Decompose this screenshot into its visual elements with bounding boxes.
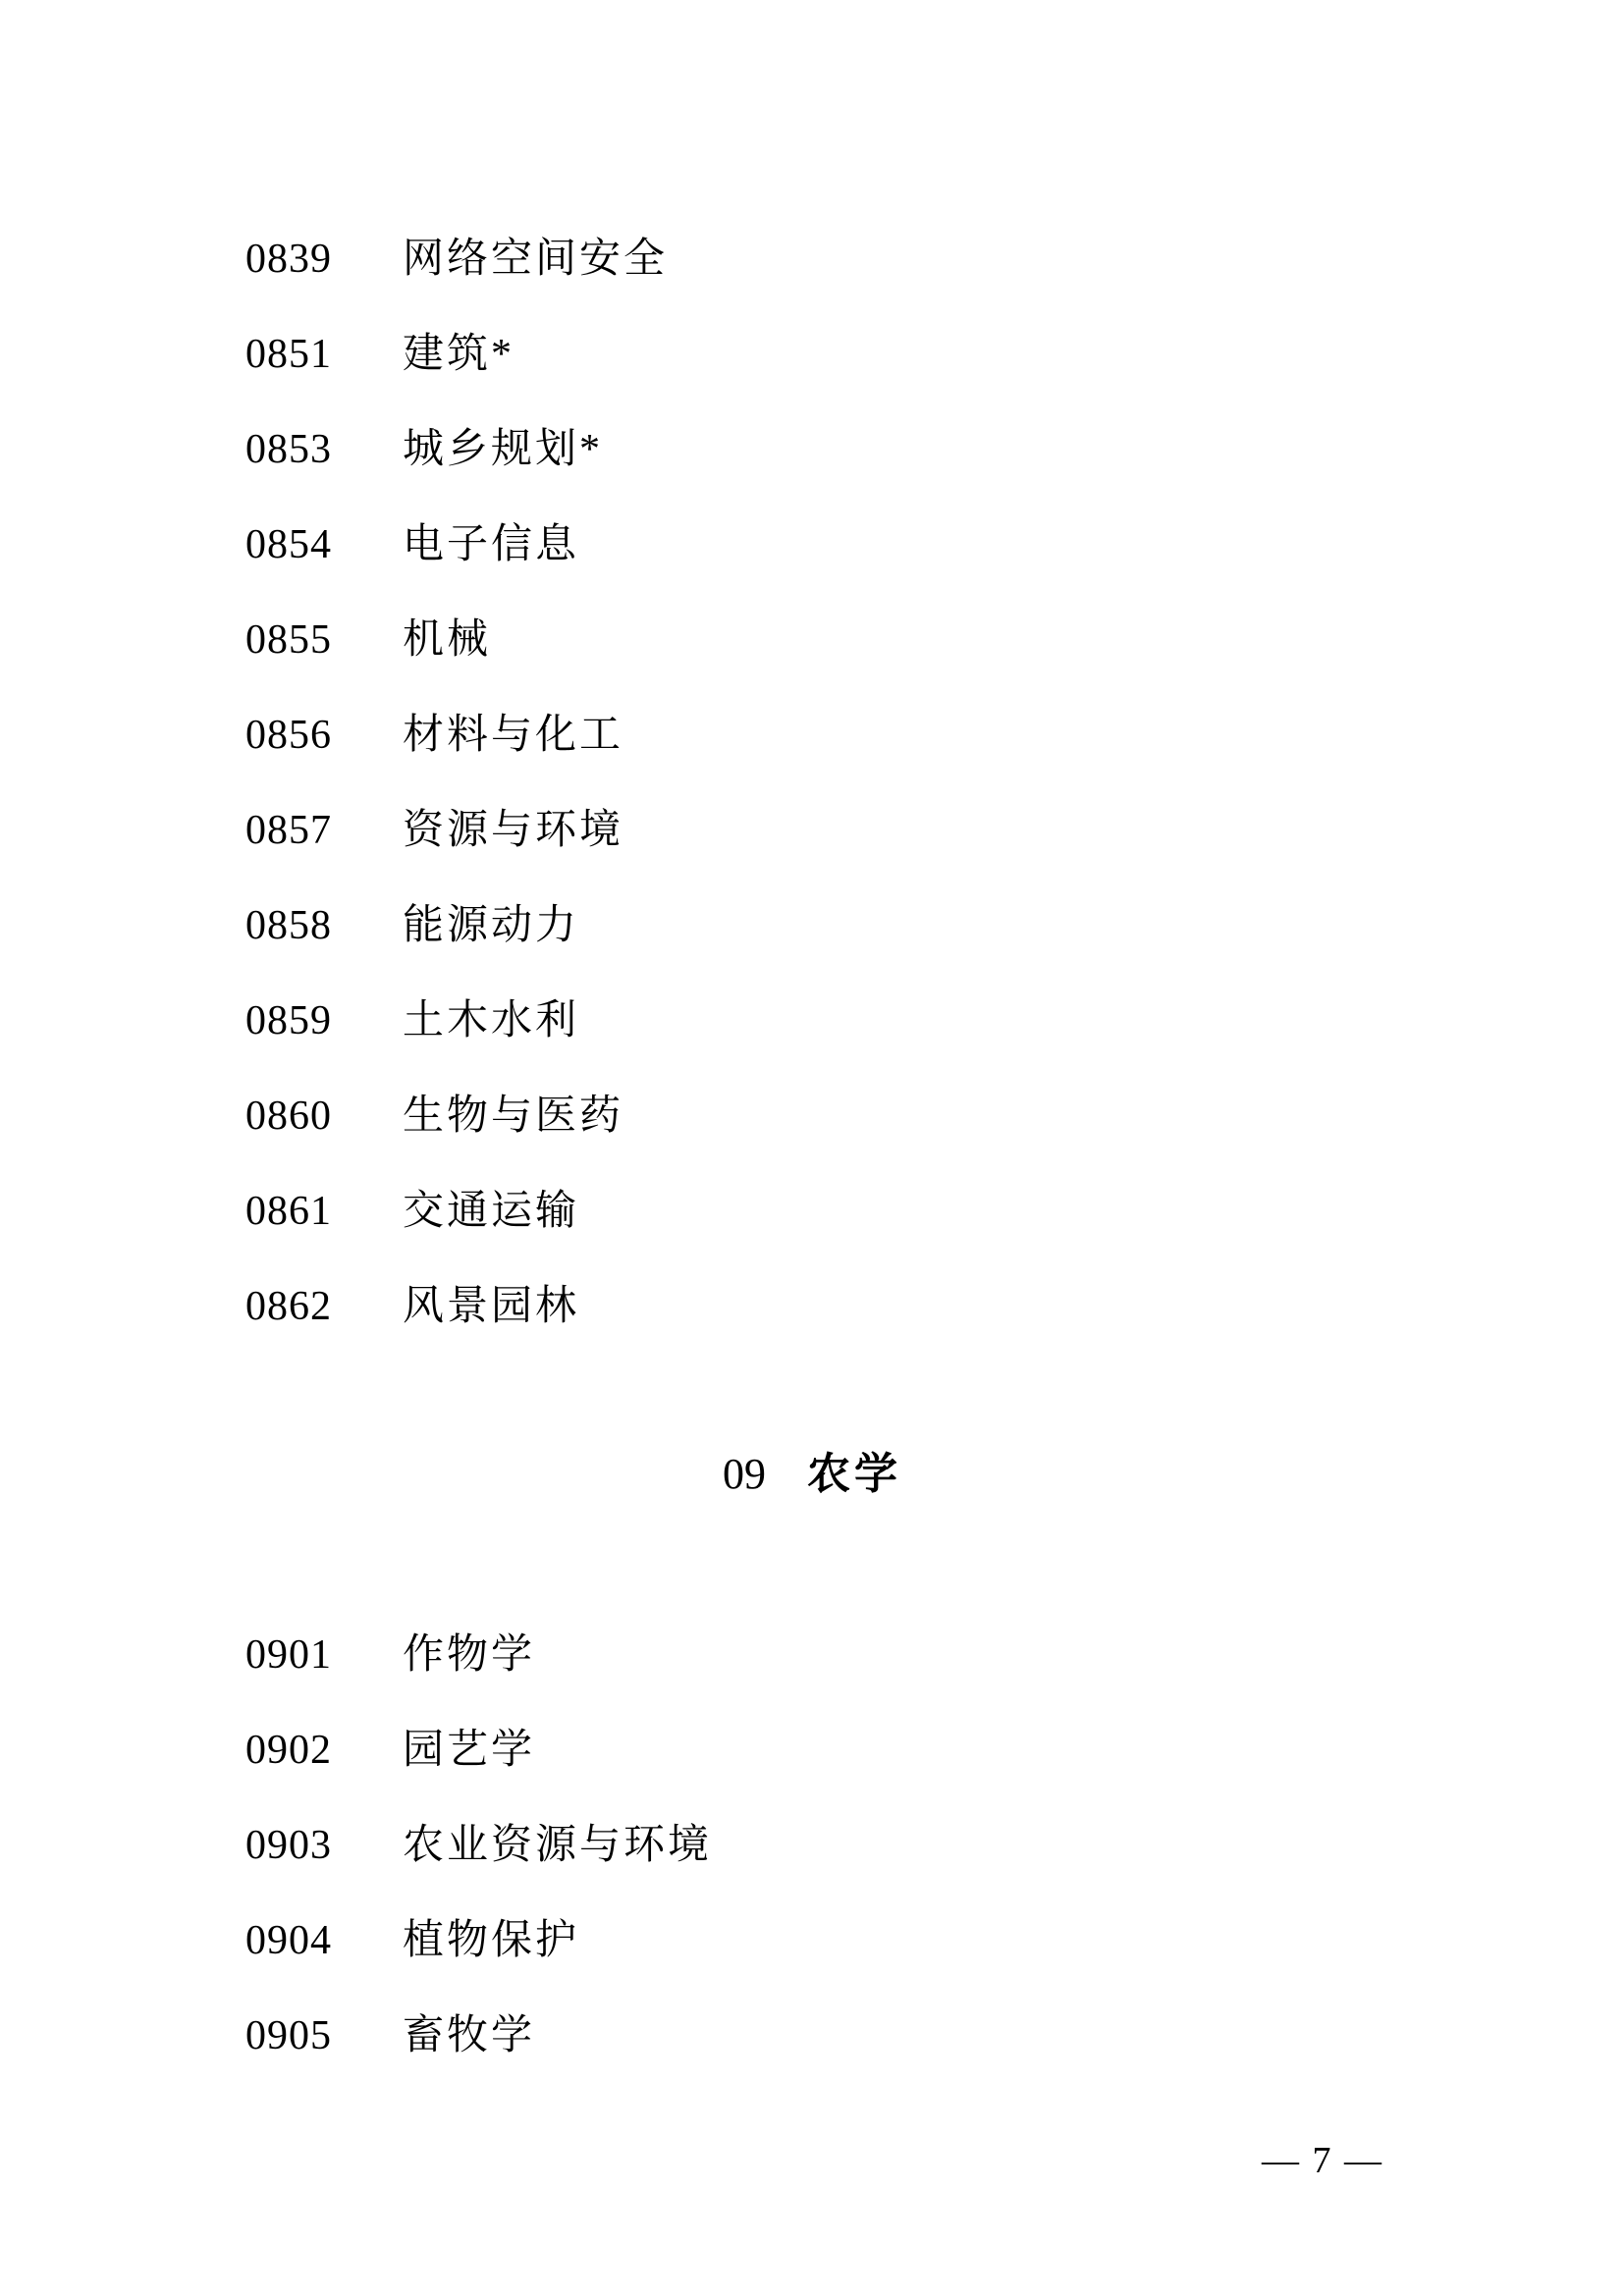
entry-row [245, 810, 1624, 851]
entry-name: 畜牧学 [403, 2013, 536, 2058]
entry-row [245, 1191, 1624, 1232]
discipline-list-section-09 [245, 1634, 1624, 2056]
entry-code: 0855 [245, 617, 332, 663]
entry-code: 0904 [245, 1918, 332, 1963]
entry-name: 建筑* [403, 332, 515, 377]
entry-code: 0853 [245, 427, 332, 472]
entry-code: 0903 [245, 1823, 332, 1868]
entry-code: 0905 [245, 2013, 332, 2058]
entry-row [245, 1095, 1624, 1137]
entry-name: 作物学 [403, 1632, 536, 1678]
entry-row [245, 1920, 1624, 1961]
entry-name: 资源与环境 [403, 808, 624, 853]
entry-code: 0902 [245, 1728, 332, 1773]
entry-code: 0854 [245, 522, 332, 567]
entry-name: 能源动力 [403, 903, 580, 948]
entry-row [245, 1825, 1624, 1866]
entry-row [245, 1634, 1624, 1676]
entry-name: 园艺学 [403, 1728, 536, 1773]
entry-code: 0860 [245, 1094, 332, 1139]
entry-code: 0857 [245, 808, 332, 853]
entry-code: 0856 [245, 713, 332, 758]
entry-code: 0858 [245, 903, 332, 948]
entry-row [245, 524, 1624, 565]
entry-name: 城乡规划* [403, 427, 604, 472]
entry-row [245, 1286, 1624, 1327]
entry-code: 0861 [245, 1189, 332, 1234]
entry-code: 0851 [245, 332, 332, 377]
entry-row [245, 715, 1624, 756]
page-number: — 7 — [1262, 2140, 1383, 2181]
entry-row [245, 2015, 1624, 2056]
entry-name: 土木水利 [403, 998, 580, 1043]
entry-row [245, 1000, 1624, 1041]
discipline-list-section-08 [245, 0, 1624, 1327]
entry-name: 风景园林 [403, 1284, 580, 1329]
entry-row [245, 239, 1624, 280]
entry-name: 电子信息 [403, 522, 580, 567]
entry-name: 植物保护 [403, 1918, 580, 1963]
entry-name: 农业资源与环境 [403, 1823, 713, 1868]
entry-row [245, 1730, 1624, 1771]
entry-name: 生物与医药 [403, 1094, 624, 1139]
entry-name: 机械 [403, 617, 492, 663]
section-heading-code: 09 [723, 1450, 766, 1498]
section-heading [0, 1451, 1624, 1498]
entry-row [245, 334, 1624, 375]
entry-row [245, 619, 1624, 661]
entry-name: 交通运输 [403, 1189, 580, 1234]
entry-row [245, 905, 1624, 946]
section-heading-title: 农学 [807, 1450, 901, 1498]
entry-code: 0862 [245, 1284, 332, 1329]
entry-name: 网络空间安全 [403, 237, 669, 282]
entry-row [245, 429, 1624, 470]
entry-code: 0901 [245, 1632, 332, 1678]
entry-code: 0839 [245, 237, 332, 282]
entry-name: 材料与化工 [403, 713, 624, 758]
entry-code: 0859 [245, 998, 332, 1043]
